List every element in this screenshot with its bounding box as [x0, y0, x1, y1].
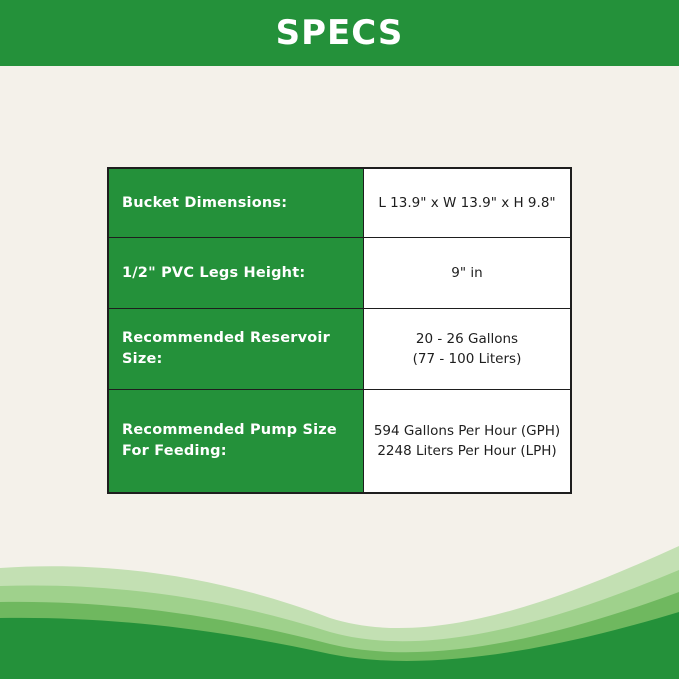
spec-label-pump-size: Recommended Pump Size For Feeding: — [108, 390, 364, 494]
table-row — [108, 390, 571, 494]
spec-value-line: 594 Gallons Per Hour (GPH) — [373, 423, 561, 439]
spec-value-line: 20 - 26 Gallons — [415, 331, 519, 347]
page-title: SPECS — [275, 13, 404, 53]
spec-value-line: 2248 Liters Per Hour (LPH) — [377, 443, 557, 459]
spec-value-reservoir-size — [364, 309, 572, 390]
table-row — [108, 168, 571, 238]
spec-value-line: 9" in — [451, 265, 483, 281]
header-banner — [0, 0, 679, 66]
specs-table — [107, 167, 572, 494]
spec-value-bucket-dimensions — [364, 168, 572, 238]
spec-label-reservoir-size: Recommended Reservoir Size: — [108, 309, 364, 390]
spec-label-bucket-dimensions: Bucket Dimensions: — [108, 168, 364, 238]
spec-label-legs-height: 1/2" PVC Legs Height: — [108, 238, 364, 309]
spec-value-line: L 13.9" x W 13.9" x H 9.8" — [378, 195, 556, 211]
decorative-waves — [0, 540, 679, 679]
table-row — [108, 238, 571, 309]
spec-value-pump-size — [364, 390, 572, 494]
spec-value-legs-height — [364, 238, 572, 309]
spec-value-line: (77 - 100 Liters) — [412, 351, 522, 367]
table-row — [108, 309, 571, 390]
